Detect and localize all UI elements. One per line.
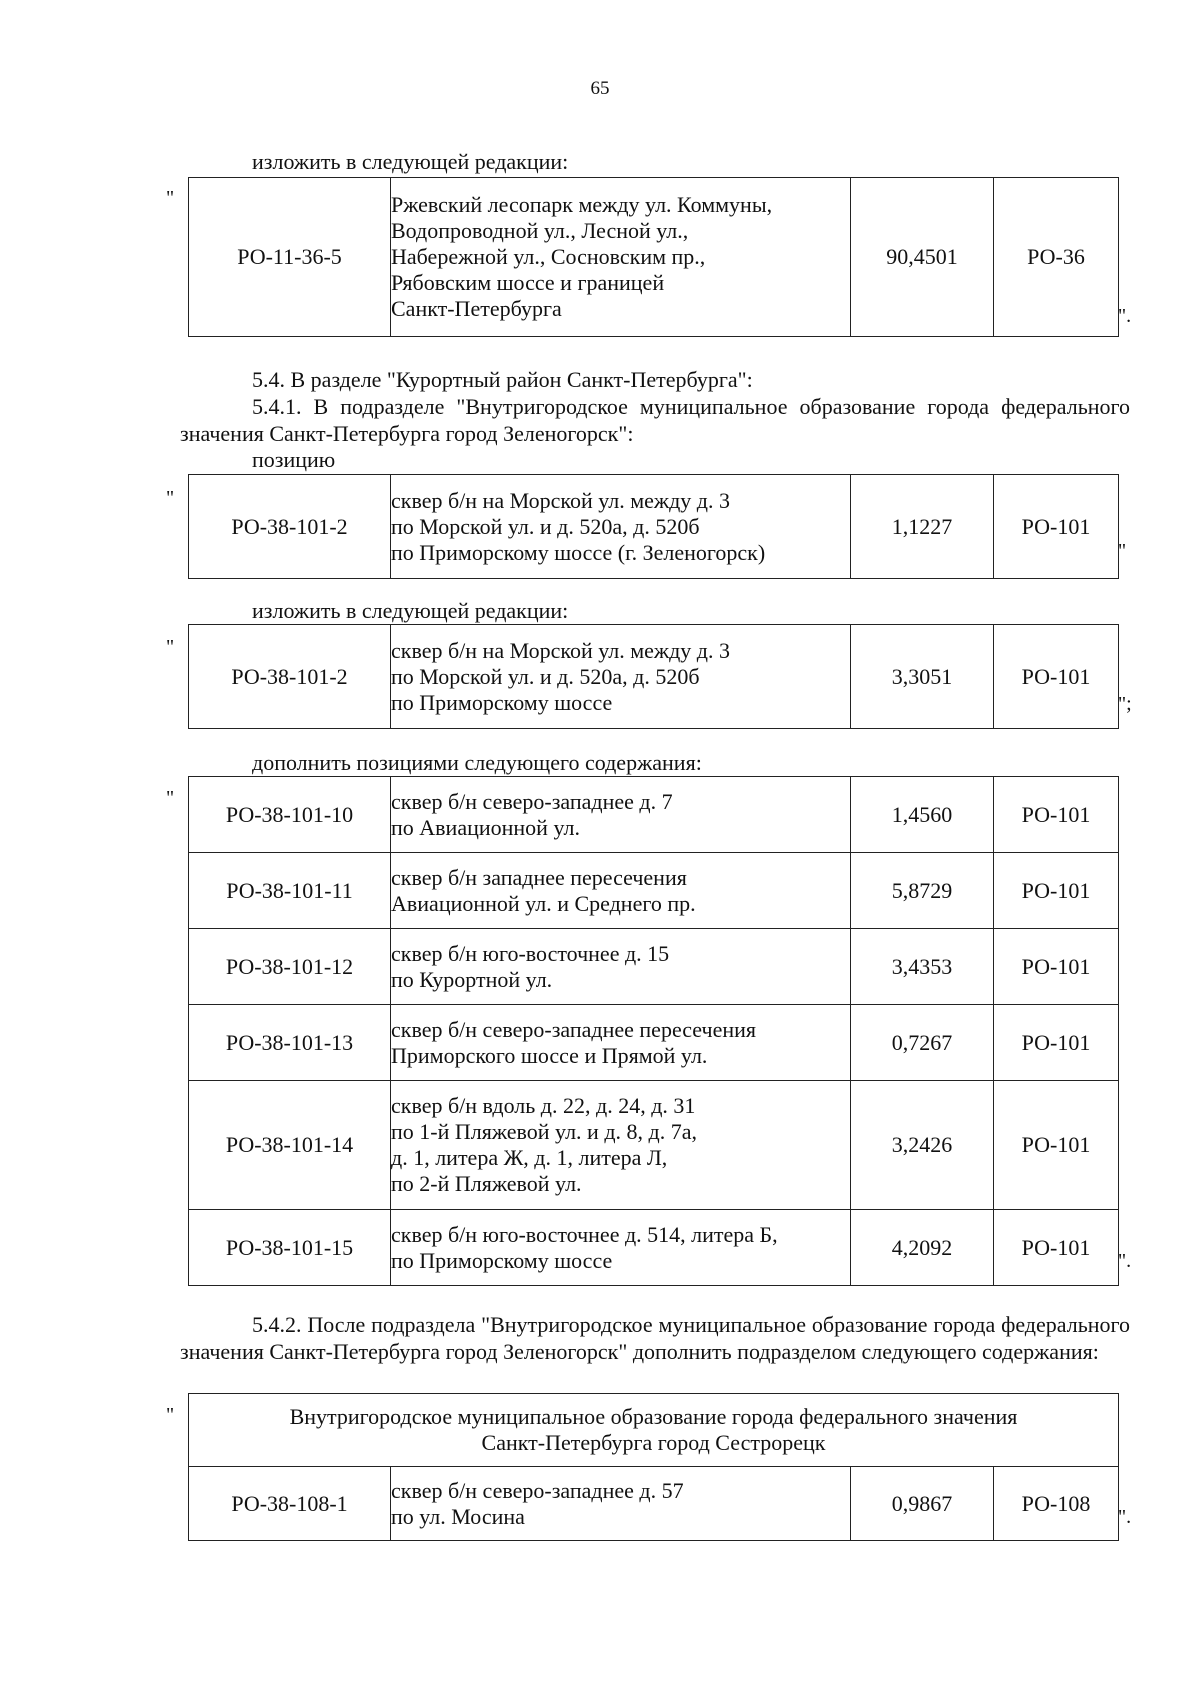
code-cell: РО-38-108-1 bbox=[189, 1467, 391, 1541]
description-cell bbox=[391, 1210, 851, 1286]
page-number: 65 bbox=[590, 78, 610, 99]
table-row bbox=[189, 1081, 1119, 1210]
table-1 bbox=[188, 177, 1119, 337]
desc-line: по Приморскому шоссе bbox=[391, 1247, 613, 1273]
table-row bbox=[189, 178, 1119, 337]
intro-text-3: изложить в следующей редакции: bbox=[252, 598, 569, 623]
open-quote-3: " bbox=[166, 636, 175, 658]
area-cell: 5,8729 bbox=[851, 853, 994, 929]
desc-line: Набережной ул., Сосновским пр., bbox=[391, 244, 706, 269]
close-quote-3: "; bbox=[1118, 693, 1132, 715]
ref-cell: РО-101 bbox=[994, 1081, 1119, 1210]
desc-line: по Морской ул. и д. 520а, д. 520б bbox=[391, 663, 700, 689]
code-cell: РО-38-101-15 bbox=[189, 1210, 391, 1286]
desc-line: сквер б/н западнее пересечения bbox=[391, 864, 687, 890]
section-5-4-1-text: 5.4.1. В подразделе "Внутригородское муниципальное образование города федерального значения Санкт-Петербурга город Зеленогорск": bbox=[180, 394, 1130, 446]
subsection-header-cell bbox=[189, 1394, 1119, 1467]
description-cell bbox=[391, 1081, 851, 1210]
description-cell bbox=[391, 777, 851, 853]
description-cell bbox=[391, 1005, 851, 1081]
table-row bbox=[189, 625, 1119, 729]
desc-line: Водопроводной ул., Лесной ул., bbox=[391, 218, 689, 243]
ref-cell: РО-101 bbox=[994, 625, 1119, 729]
description-cell bbox=[391, 475, 851, 579]
desc-line: по Приморскому шоссе bbox=[391, 689, 613, 715]
desc-line: Рябовским шоссе и границей bbox=[391, 270, 665, 295]
close-quote-5: ". bbox=[1118, 1506, 1132, 1528]
desc-line: по Курортной ул. bbox=[391, 966, 553, 992]
ref-cell: РО-101 bbox=[994, 1005, 1119, 1081]
table-row bbox=[189, 1467, 1119, 1541]
intro-text-4: дополнить позициями следующего содержания: bbox=[252, 750, 702, 775]
code-cell: РО-38-101-2 bbox=[189, 625, 391, 729]
desc-line: по 2-й Пляжевой ул. bbox=[391, 1171, 582, 1196]
open-quote-1: " bbox=[166, 187, 175, 209]
code-cell: РО-38-101-11 bbox=[189, 853, 391, 929]
code-cell: РО-38-101-13 bbox=[189, 1005, 391, 1081]
desc-line: д. 1, литера Ж, д. 1, литера Л, bbox=[391, 1145, 668, 1170]
area-cell: 3,3051 bbox=[851, 625, 994, 729]
table-5 bbox=[188, 1393, 1119, 1541]
area-cell: 1,4560 bbox=[851, 777, 994, 853]
table-header-row bbox=[189, 1394, 1119, 1467]
area-cell: 3,2426 bbox=[851, 1081, 994, 1210]
header-line: Санкт-Петербурга город Сестрорецк bbox=[481, 1430, 826, 1455]
description-cell bbox=[391, 929, 851, 1005]
table-2 bbox=[188, 474, 1119, 579]
section-5-4-2-text: 5.4.2. После подраздела "Внутригородское муниципальное образование города федерального значения Санкт-Петербурга город Зеленогорск" дополнить подразделом следующего содержания: bbox=[180, 1312, 1130, 1364]
desc-line: сквер б/н северо-западнее пересечения bbox=[391, 1016, 756, 1042]
table-row bbox=[189, 853, 1119, 929]
ref-cell: РО-108 bbox=[994, 1467, 1119, 1541]
code-cell: РО-11-36-5 bbox=[189, 178, 391, 337]
desc-line: по Приморскому шоссе (г. Зеленогорск) bbox=[391, 539, 766, 565]
ref-cell: РО-101 bbox=[994, 1210, 1119, 1286]
table-row bbox=[189, 475, 1119, 579]
code-cell: РО-38-101-14 bbox=[189, 1081, 391, 1210]
ref-cell: РО-101 bbox=[994, 853, 1119, 929]
desc-line: по ул. Мосина bbox=[391, 1503, 525, 1529]
desc-line: Санкт-Петербурга bbox=[391, 296, 562, 321]
desc-line: по Авиационной ул. bbox=[391, 814, 580, 840]
description-cell bbox=[391, 625, 851, 729]
open-quote-5: " bbox=[166, 1404, 175, 1426]
description-cell bbox=[391, 1467, 851, 1541]
table-row bbox=[189, 1005, 1119, 1081]
ref-cell: РО-36 bbox=[994, 178, 1119, 337]
desc-line: сквер б/н юго-восточнее д. 514, литера Б, bbox=[391, 1221, 778, 1247]
ref-cell: РО-101 bbox=[994, 777, 1119, 853]
table-row bbox=[189, 777, 1119, 853]
desc-line: сквер б/н на Морской ул. между д. 3 bbox=[391, 637, 731, 663]
desc-line: Авиационной ул. и Среднего пр. bbox=[391, 890, 696, 916]
desc-line: сквер б/н юго-восточнее д. 15 bbox=[391, 940, 670, 966]
desc-line: по 1-й Пляжевой ул. и д. 8, д. 7а, bbox=[391, 1119, 697, 1144]
area-cell: 4,2092 bbox=[851, 1210, 994, 1286]
table-4 bbox=[188, 776, 1119, 1286]
description-cell bbox=[391, 853, 851, 929]
code-cell: РО-38-101-2 bbox=[189, 475, 391, 579]
intro-text-2: позицию bbox=[252, 447, 336, 472]
close-quote-4: ". bbox=[1118, 1250, 1132, 1272]
area-cell: 90,4501 bbox=[851, 178, 994, 337]
section-5-4-heading: 5.4. В разделе "Курортный район Санкт-Петербурга": bbox=[252, 367, 753, 392]
ref-cell: РО-101 bbox=[994, 475, 1119, 579]
open-quote-4: " bbox=[166, 787, 175, 809]
desc-line: Ржевский лесопарк между ул. Коммуны, bbox=[391, 192, 773, 217]
description-cell bbox=[391, 178, 851, 337]
desc-line: сквер б/н северо-западнее д. 57 bbox=[391, 1477, 684, 1503]
desc-line: сквер б/н на Морской ул. между д. 3 bbox=[391, 487, 731, 513]
close-quote-1: ". bbox=[1118, 305, 1132, 327]
area-cell: 1,1227 bbox=[851, 475, 994, 579]
code-cell: РО-38-101-12 bbox=[189, 929, 391, 1005]
code-cell: РО-38-101-10 bbox=[189, 777, 391, 853]
table-row bbox=[189, 1210, 1119, 1286]
ref-cell: РО-101 bbox=[994, 929, 1119, 1005]
intro-text-1: изложить в следующей редакции: bbox=[252, 149, 569, 174]
table-row bbox=[189, 929, 1119, 1005]
desc-line: сквер б/н вдоль д. 22, д. 24, д. 31 bbox=[391, 1093, 696, 1118]
close-quote-2: " bbox=[1118, 540, 1127, 562]
area-cell: 3,4353 bbox=[851, 929, 994, 1005]
desc-line: Приморского шоссе и Прямой ул. bbox=[391, 1042, 708, 1068]
table-3 bbox=[188, 624, 1119, 729]
desc-line: по Морской ул. и д. 520а, д. 520б bbox=[391, 513, 700, 539]
area-cell: 0,9867 bbox=[851, 1467, 994, 1541]
header-line: Внутригородское муниципальное образование города федерального значения bbox=[289, 1404, 1018, 1429]
desc-line: сквер б/н северо-западнее д. 7 bbox=[391, 788, 673, 814]
area-cell: 0,7267 bbox=[851, 1005, 994, 1081]
open-quote-2: " bbox=[166, 487, 175, 509]
section-5-4 bbox=[180, 366, 1130, 447]
